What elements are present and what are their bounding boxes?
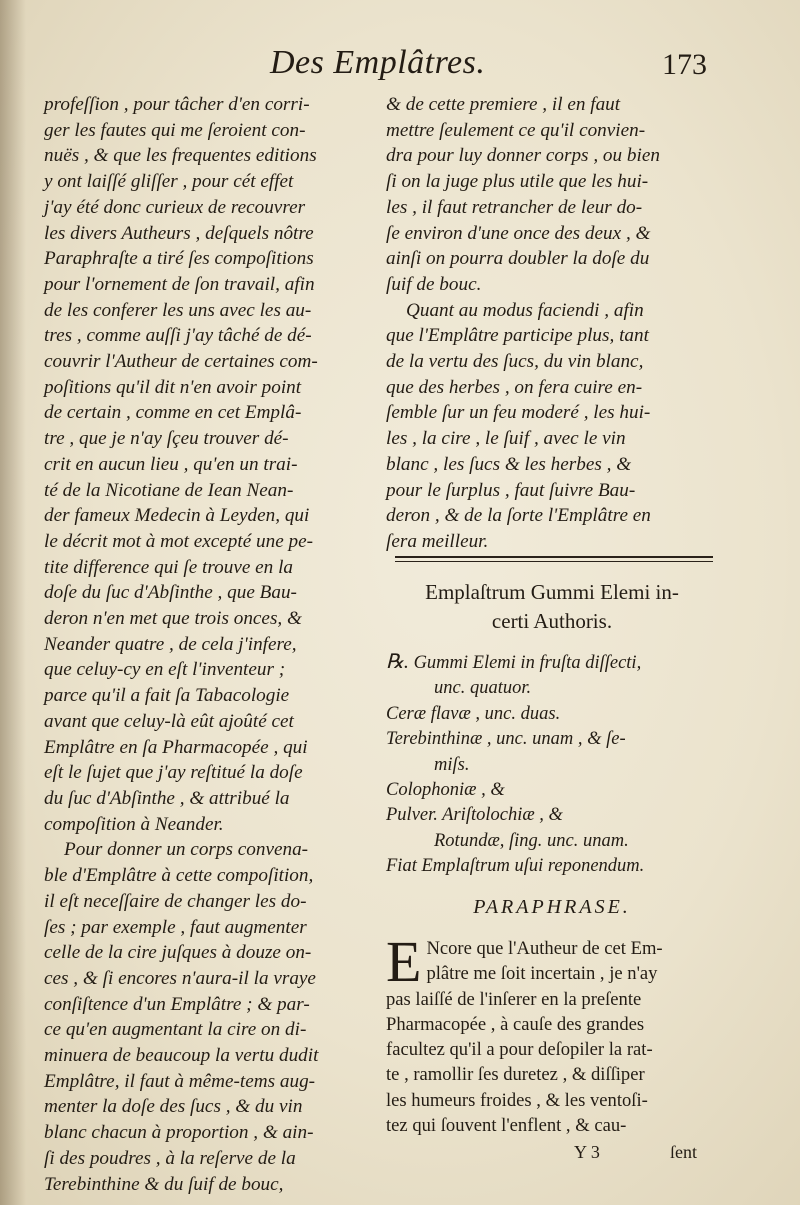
paraphrase-body (386, 929, 718, 1138)
paraphrase-line: facultez qu'il a pour deſopiler la rat- (386, 1039, 653, 1061)
text-line: que l'Emplâtre participe plus, tant (386, 325, 649, 347)
ingredient-line: ℞. Gummi Elemi in fruſta diſſecti, (386, 651, 642, 673)
text-line: il eſt neceſſaire de changer les do- (44, 890, 307, 912)
text-line: ble d'Emplâtre à cette compoſition, (44, 865, 314, 887)
signature-mark: Y 3 (574, 1142, 600, 1162)
text-line: tres , comme auſſi j'ay tâché de dé- (44, 325, 312, 347)
catchword: ſent (670, 1142, 697, 1162)
text-line: compoſition à Neander. (44, 813, 224, 835)
paraphrase-heading: PARAPHRASE. (473, 896, 631, 918)
text-line: eſt le ſujet que j'ay reſtitué la doſe (44, 762, 303, 784)
ingredient-line: Ceræ flavæ , unc. duas. (386, 703, 561, 724)
running-title: Des Emplâtres. (270, 44, 486, 81)
text-line: poſitions qu'il dit n'en avoir point (44, 376, 302, 398)
paraphrase-line: tez qui ſouvent l'enflent , & cau- (386, 1115, 627, 1137)
drop-cap: E (386, 929, 422, 994)
ingredient-line: Rotundæ, ſing. unc. unam. (434, 830, 629, 851)
text-line: du ſuc d'Abſinthe , & attribué la (44, 787, 290, 809)
text-line: de certain , comme en cet Emplâ- (44, 402, 302, 424)
text-line: de les conferer les uns avec les au- (44, 299, 312, 321)
text-line: nuës , & que les frequentes editions (44, 145, 317, 167)
text-line: les , il faut retrancher de leur do- (386, 196, 643, 218)
text-line: té de la Nicotiane de Iean Nean- (44, 479, 294, 501)
text-line: blanc , les ſucs & les herbes , & (386, 453, 632, 475)
text-line: profeſſion , pour tâcher d'en corri- (44, 94, 310, 115)
text-line: ſe environ d'une once des deux , & (386, 222, 651, 244)
ingredient-line: miſs. (434, 754, 470, 775)
paraphrase-line: te , ramollir ſes duretez , & diſſiper (386, 1064, 645, 1086)
text-line: Pour donner un corps convena- (64, 839, 309, 861)
text-line: & de cette premiere , il en faut (386, 94, 621, 115)
text-line: Neander quatre , de cela j'infere, (44, 633, 297, 655)
text-line: tite difference qui ſe trouve en la (44, 556, 293, 578)
ingredient-line: Pulver. Ariſtolochiæ , & (386, 805, 563, 826)
text-line: ger les fautes qui me ſeroient con- (44, 119, 306, 141)
paraphrase-line: plâtre me ſoit incertain , je n'ay (426, 963, 658, 985)
text-line: celle de la cire juſques à douze on- (44, 942, 312, 964)
text-line: Quant au modus faciendi , afin (406, 299, 644, 321)
text-line: dra pour luy donner corps , ou bien (386, 145, 660, 167)
left-column (44, 92, 362, 1197)
text-line: pour l'ornement de ſon travail, afin (44, 273, 315, 295)
text-line: der fameux Medecin à Leyden, qui (44, 505, 310, 527)
right-column (386, 92, 716, 555)
text-line: ſuif de bouc. (386, 273, 482, 295)
text-line: couvrir l'Autheur de certaines com- (44, 351, 318, 373)
text-line: j'ay été donc curieux de recouvrer (44, 196, 306, 218)
ingredient-line: Terebinthinæ , unc. unam , & ſe- (386, 729, 626, 750)
binding-shadow (0, 0, 26, 1205)
text-line: conſiſtence d'un Emplâtre ; & par- (44, 993, 310, 1015)
text-line: avant que celuy-là eût ajoûté cet (44, 710, 294, 732)
ingredient-line: Fiat Emplaſtrum uſui reponendum. (386, 856, 645, 877)
text-line: ainſi on pourra doubler la doſe du (386, 248, 650, 270)
recipe-ingredients (386, 650, 718, 880)
text-line: parce qu'il a fait ſa Tabacologie (44, 685, 290, 707)
paraphrase-line: Ncore que l'Autheur de cet Em- (426, 938, 663, 959)
text-line: ſi des poudres , à la reſerve de la (44, 1147, 296, 1169)
recipe-symbol: ℞. (386, 651, 409, 673)
text-line: pour le ſurplus , faut ſuivre Bau- (386, 479, 636, 501)
text-line: le décrit mot à mot excepté une pe- (44, 530, 314, 552)
text-line: y ont laiſſé gliſſer , pour cét effet (44, 171, 294, 193)
text-line: ſemble ſur un feu moderé , les hui- (386, 402, 651, 424)
text-line: Paraphraſte a tiré ſes compoſitions (44, 248, 314, 270)
text-line: doſe du ſuc d'Abſinthe , que Bau- (44, 582, 297, 604)
text-line: les , la cire , le ſuif , avec le vin (386, 428, 626, 450)
ingredient-line: Colophoniæ , & (386, 780, 505, 801)
ingredient-line: unc. quatuor. (434, 678, 532, 699)
text-line: ces , & ſi encores n'aura-il la vraye (44, 967, 316, 989)
text-line: tre , que je n'ay ſçeu trouver dé- (44, 428, 289, 450)
text-line: deron , & de la ſorte l'Emplâtre en (386, 505, 651, 527)
text-line: ſera meilleur. (386, 530, 489, 552)
page-number: 173 (662, 48, 707, 81)
text-line: deron n'en met que trois onces, & (44, 608, 302, 630)
text-line: ſi on la juge plus utile que les hui- (386, 171, 649, 193)
text-line: que celuy-cy en eſt l'inventeur ; (44, 659, 286, 681)
text-line: Emplâtre, il faut à même-tems aug- (44, 1070, 316, 1092)
text-line: que des herbes , on fera cuire en- (386, 376, 643, 398)
recipe-title-line: Emplaſtrum Gummi Elemi in- (425, 580, 679, 604)
text-line: mettre ſeulement ce qu'il convien- (386, 119, 646, 141)
text-line: les divers Autheurs , deſquels nôtre (44, 222, 314, 244)
text-line: ſes ; par exemple , faut augmenter (44, 916, 307, 938)
text-line: blanc chacun à proportion , & ain- (44, 1122, 314, 1144)
text-line: ce qu'en augmentant la cire on di- (44, 1019, 307, 1041)
text-line: Emplâtre en ſa Pharmacopée , qui (44, 736, 308, 758)
text-line: de la vertu des ſucs, du vin blanc, (386, 351, 644, 373)
text-line: minuera de beaucoup la vertu dudit (44, 1045, 319, 1067)
paraphrase-line: pas laiſſé de l'inſerer en la preſente (386, 988, 642, 1010)
text-line: Terebinthine & du ſuif de bouc, (44, 1173, 284, 1195)
text-line: menter la doſe des ſucs , & du vin (44, 1096, 303, 1118)
text-line: crit en aucun lieu , qu'en un trai- (44, 453, 298, 475)
section-divider (395, 556, 713, 562)
recipe-title-line: certi Authoris. (491, 609, 613, 633)
recipe-title (386, 578, 718, 636)
paraphrase-line: Pharmacopée , à cauſe des grandes (386, 1013, 645, 1035)
paraphrase-line: les humeurs froides , & les ventoſi- (386, 1089, 648, 1111)
